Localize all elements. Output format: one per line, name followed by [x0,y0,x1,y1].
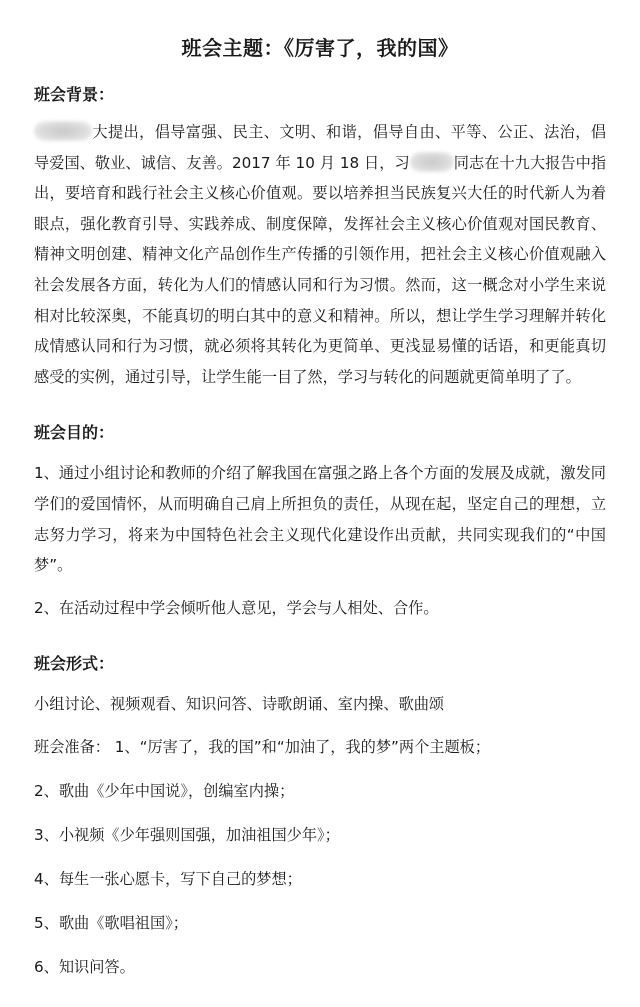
preparation-item-2: 2、歌曲《少年中国说》，创编室内操； [34,781,295,800]
redacted-blur [34,121,92,141]
purpose-item-2: 2、在活动过程中学会倾听他人意见，学会与人相处、合作。 [34,598,439,617]
form-heading: 班会形式： [34,654,115,674]
preparation-list [34,736,606,978]
background-text-part-1: 大提出，倡导富强、民主、文明、和谐，倡导自由、平等、公正、法治，倡导爱国、敬业、诚信、友善。2017 年 10 月 18 日，习 [34,123,606,172]
background-text-part-2: 同志在十九大报告中指出，要培育和践行社会主义核心价值观。要以培养担当民族复兴大任的时代新人为着眼点，强化教育引导、实践养成、制度保障，发挥社会主义核心价值观对国民教育、精神文明创建、精神文化产品创作生产传播的引领作用，把社会主义核心价值观融入社会发展各方面，转化为人们的情感认同和行为习惯。然而，这一概念对小学生来说相对比较深奥，不能真切的明白其中的意义和精神。所以，想让学生学习理解并转化成情感认同和行为习惯，就必须将其转化为更简单、更浅显易懂的话语，和更能真切感受的实例，通过引导，让学生能一目了然，学习与转化的问题就更简单明了了。 [34,153,607,386]
preparation-item-3: 3、小视频《少年强则国强，加油祖国少年》； [34,825,340,844]
preparation-item-4: 4、每生一张心愿卡，写下自己的梦想； [34,869,302,888]
purpose-heading: 班会目的： [34,423,115,443]
background-paragraph [34,117,606,392]
redacted-blur [410,152,454,172]
preparation-item-6: 6、知识问答。 [34,957,135,976]
document-title: 班会主题：《厉害了，我的国》 [181,36,459,60]
purpose-item-1: 1、通过小组讨论和教师的介绍了解我国在富强之路上各个方面的发展及成就，激发同学们的爱国情怀，从而明确自己肩上所担负的责任，从现在起，坚定自己的理想，立志努力学习，将来为中国特色社会主义现代化建设作出贡献，共同实现我们的“中国梦”。 [34,464,606,575]
preparation-item-5: 5、歌曲《歌唱祖国》； [34,913,188,932]
background-heading: 班会背景： [34,85,115,104]
form-text: 小组讨论、视频观看、知识问答、诗歌朗诵、室内操、歌曲颂 [34,695,445,714]
preparation-item-1: 班会准备： 1、“厉害了，我的国”和“加油了，我的梦”两个主题板； [34,737,491,756]
